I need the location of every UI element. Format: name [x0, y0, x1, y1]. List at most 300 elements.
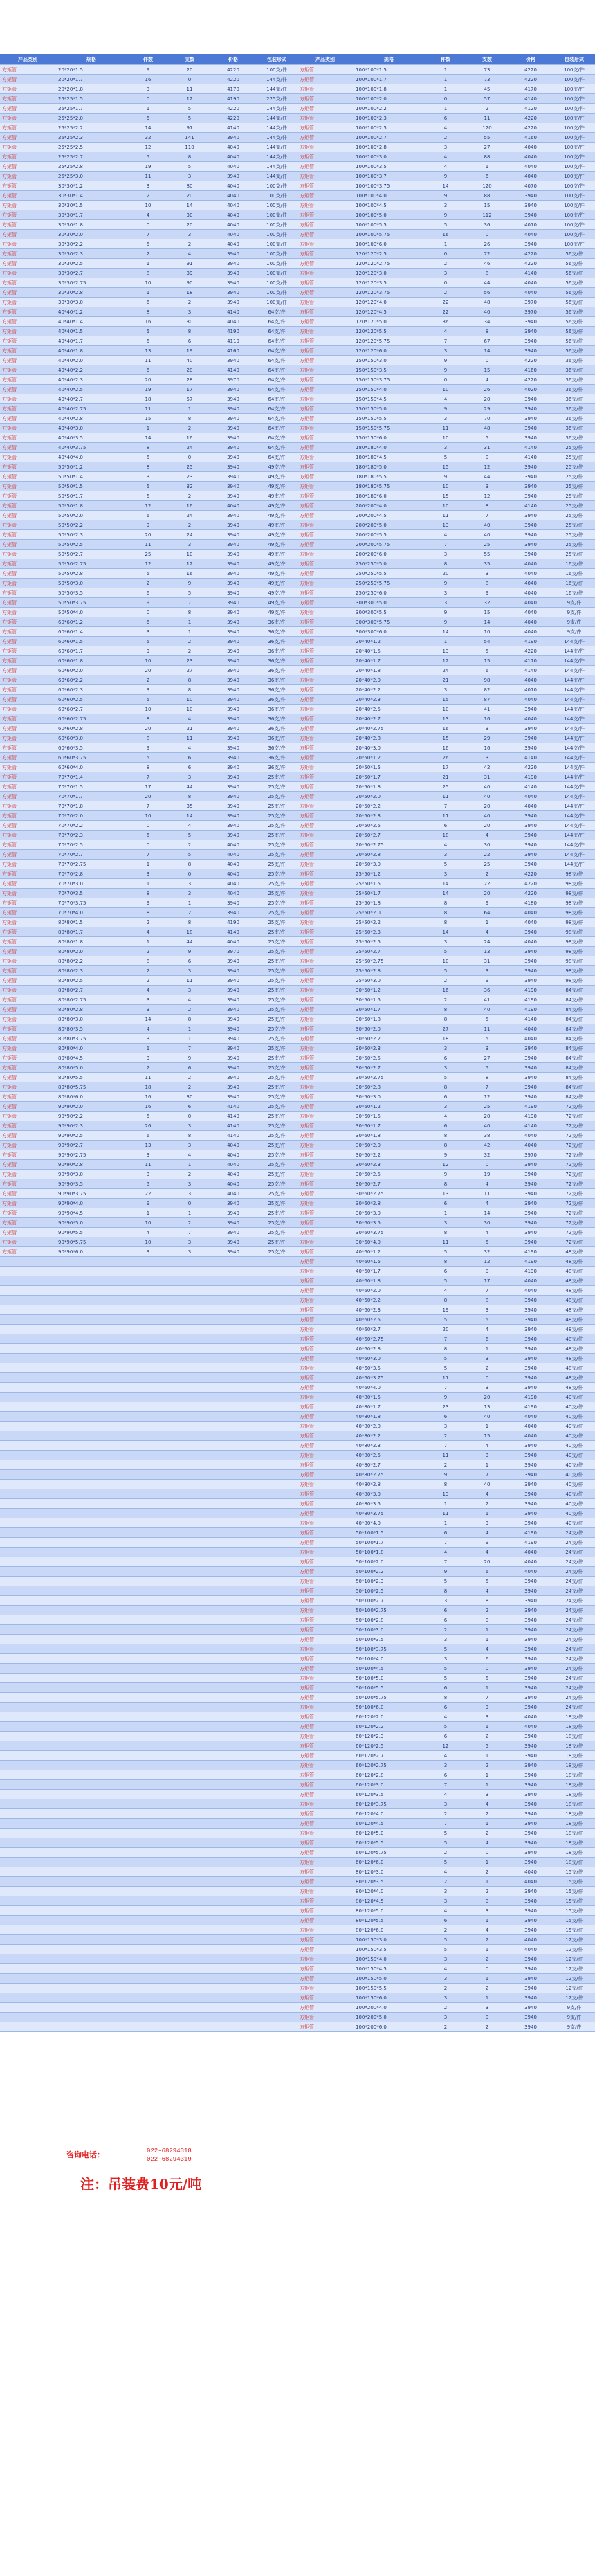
table-row: [0, 1518, 595, 1528]
row-right: [298, 210, 595, 219]
cell-category: 方矩管: [2, 164, 17, 170]
cell-count: 28: [186, 377, 193, 383]
row-left: [0, 1441, 298, 1450]
cell-count: 3: [485, 755, 489, 761]
cell-category: 方矩管: [2, 823, 17, 828]
cell-pieces: 4: [146, 212, 150, 218]
cell-pieces: 3: [443, 203, 448, 208]
cell-category: 方矩管: [300, 242, 314, 247]
cell-packing: [256, 1480, 298, 1489]
cell-price: 4040: [524, 154, 537, 160]
cell-category: 方矩管: [300, 1133, 314, 1139]
cell-spec: 30*30*1.8: [58, 222, 83, 228]
cell-category: 方矩管: [300, 1026, 314, 1032]
cell-price: 3940: [227, 358, 239, 363]
row-right: [298, 598, 595, 607]
cell-price: 3940: [524, 1588, 537, 1594]
cell-count: 40: [186, 358, 193, 363]
cell-packing: 144支/件: [564, 697, 585, 702]
cell-count: 4: [485, 1550, 489, 1555]
cell-category: 方矩管: [300, 290, 314, 296]
cell-packing: 24支/件: [565, 1559, 583, 1565]
row-left: [0, 201, 298, 210]
cell-spec: 25*50*1.8: [356, 900, 381, 906]
cell-count: 2: [187, 1172, 192, 1177]
row-left: [0, 1548, 298, 1557]
cell-pieces: 16: [442, 988, 449, 993]
table-row: [0, 1993, 595, 2003]
row-right: [298, 298, 595, 307]
cell-count: 2: [187, 523, 192, 528]
cell-category: [0, 1887, 55, 1896]
cell-category: 方矩管: [300, 1879, 314, 1885]
cell-packing: 24支/件: [565, 1695, 583, 1700]
cell-count: 26: [484, 387, 491, 392]
cell-price: 3940: [227, 1249, 239, 1255]
cell-price: 4040: [524, 145, 537, 150]
row-right: [298, 162, 595, 171]
row-right: [298, 1005, 595, 1014]
cell-category: 方矩管: [300, 125, 314, 131]
row-right: [298, 927, 595, 936]
cell-category: 方矩管: [2, 1114, 17, 1119]
cell-spec: [55, 1848, 127, 1857]
cell-category: 方矩管: [300, 842, 314, 848]
cell-pieces: [127, 1402, 169, 1411]
row-right: [298, 1218, 595, 1227]
cell-category: 方矩管: [300, 87, 314, 92]
cell-count: 10: [186, 707, 193, 712]
cell-pieces: 5: [443, 1666, 448, 1671]
table-row: [0, 1422, 595, 1431]
cell-pieces: 12: [442, 658, 449, 664]
cell-category: [0, 1790, 55, 1799]
row-right: [298, 1954, 595, 1963]
cell-spec: 30*30*2.7: [58, 271, 83, 276]
cell-price: 4140: [524, 1123, 537, 1129]
cell-count: 120: [482, 125, 492, 131]
cell-spec: [55, 1354, 127, 1363]
cell-price: 3940: [227, 765, 239, 770]
cell-price: 3940: [524, 212, 537, 218]
cell-spec: 20*50*2.5: [356, 823, 381, 828]
cell-price: [210, 1325, 256, 1334]
cell-pieces: 8: [443, 1346, 448, 1352]
cell-spec: 70*70*2.8: [58, 871, 83, 877]
cell-spec: [55, 1373, 127, 1382]
cell-spec: 40*60*3.75: [356, 1375, 384, 1381]
cell-category: 方矩管: [300, 1288, 314, 1294]
cell-price: 4040: [524, 1559, 537, 1565]
cell-packing: 25支/件: [268, 959, 286, 964]
cell-pieces: 0: [443, 280, 448, 286]
cell-count: [169, 1761, 210, 1770]
row-right: [298, 1557, 595, 1566]
cell-packing: 144支/件: [266, 174, 287, 179]
cell-pieces: 9: [443, 619, 448, 625]
table-row: [0, 1160, 595, 1170]
cell-count: 0: [485, 1666, 489, 1671]
cell-pieces: 2: [443, 135, 448, 140]
row-right: [298, 1034, 595, 1043]
cell-count: 5: [485, 1743, 489, 1749]
cell-price: 3940: [524, 823, 537, 828]
cell-count: 44: [484, 280, 491, 286]
cell-count: 0: [485, 1850, 489, 1856]
row-left: [0, 143, 298, 152]
cell-count: [169, 1993, 210, 2002]
cell-spec: 30*30*2.2: [58, 242, 83, 247]
cell-price: 4220: [524, 125, 537, 131]
cell-spec: [55, 1906, 127, 1915]
cell-count: 24: [484, 939, 491, 945]
cell-spec: 40*80*2.75: [356, 1472, 384, 1478]
cell-price: 4040: [524, 1414, 537, 1419]
cell-pieces: 7: [443, 1559, 448, 1565]
cell-count: 7: [485, 1288, 489, 1294]
cell-spec: 40*40*4.0: [58, 455, 83, 460]
cell-packing: 100支/件: [266, 251, 287, 257]
cell-count: 1: [485, 1753, 489, 1759]
cell-count: 32: [484, 1249, 491, 1255]
row-left: [0, 1422, 298, 1431]
table-row: [0, 1286, 595, 1296]
cell-pieces: 25: [145, 552, 152, 557]
cell-packing: 100支/件: [564, 193, 585, 199]
cell-spec: 30*30*1.5: [58, 203, 83, 208]
row-right: [298, 220, 595, 229]
cell-price: 4140: [227, 1123, 239, 1129]
cell-category: 方矩管: [2, 493, 17, 499]
table-row: [0, 850, 595, 860]
cell-count: 2: [485, 106, 489, 111]
row-right: [298, 705, 595, 714]
cell-packing: 36支/件: [268, 716, 286, 722]
cell-price: 3940: [524, 1676, 537, 1681]
cell-pieces: 32: [145, 135, 152, 140]
cell-spec: 20*50*1.7: [356, 774, 381, 780]
table-row: [0, 1315, 595, 1325]
cell-price: 3940: [227, 687, 239, 693]
cell-price: 3940: [227, 678, 239, 683]
row-right: [298, 1160, 595, 1169]
cell-pieces: 16: [145, 1104, 152, 1109]
table-row: [0, 259, 595, 269]
cell-spec: 30*60*2.3: [356, 1162, 381, 1168]
cell-count: 31: [484, 445, 491, 451]
cell-packing: 25支/件: [268, 1065, 286, 1071]
cell-count: 17: [484, 1278, 491, 1284]
cell-pieces: 10: [145, 1220, 152, 1226]
row-left: [0, 772, 298, 781]
cell-pieces: 9: [443, 1152, 448, 1158]
cell-category: 方矩管: [2, 949, 17, 954]
cell-price: 3940: [524, 1472, 537, 1478]
cell-price: 3940: [227, 736, 239, 741]
cell-category: 方矩管: [300, 600, 314, 606]
cell-price: 4070: [524, 222, 537, 228]
table-row: [0, 1354, 595, 1363]
table-row: [0, 782, 595, 792]
cell-count: 7: [485, 1085, 489, 1090]
cell-pieces: 10: [442, 435, 449, 441]
cell-packing: [256, 1596, 298, 1605]
row-left: [0, 210, 298, 219]
cell-pieces: 18: [145, 397, 152, 402]
row-right: [298, 491, 595, 500]
cell-price: [210, 1935, 256, 1944]
cell-spec: 50*50*1.7: [58, 493, 83, 499]
row-right: [298, 995, 595, 1004]
table-row: [0, 1237, 595, 1247]
cell-category: 方矩管: [2, 416, 17, 421]
cell-pieces: 3: [146, 1152, 150, 1158]
cell-category: 方矩管: [2, 242, 17, 247]
cell-price: 3940: [524, 1385, 537, 1390]
cell-price: 3940: [227, 251, 239, 257]
cell-pieces: 2: [443, 978, 448, 983]
cell-price: [210, 1712, 256, 1721]
row-right: [298, 1819, 595, 1828]
cell-price: 3940: [524, 193, 537, 199]
cell-pieces: 8: [443, 1007, 448, 1013]
cell-spec: 250*250*5.5: [356, 571, 387, 577]
cell-spec: 40*40*1.5: [58, 329, 83, 334]
table-row: [0, 210, 595, 220]
row-right: [298, 1577, 595, 1586]
cell-count: 0: [485, 1966, 489, 1972]
table-row: [0, 278, 595, 288]
cell-category: 方矩管: [2, 338, 17, 344]
row-right: [298, 1315, 595, 1324]
cell-spec: 150*150*4.0: [356, 387, 387, 392]
table-row: [0, 1015, 595, 1024]
cell-packing: 25支/件: [268, 1249, 286, 1255]
cell-pieces: 9: [146, 900, 150, 906]
cell-count: 2: [485, 1734, 489, 1739]
cell-count: 6: [485, 668, 489, 673]
cell-count: 4: [485, 1443, 489, 1449]
cell-price: [210, 1363, 256, 1372]
cell-price: 4140: [524, 668, 537, 673]
table-row: [0, 1470, 595, 1480]
cell-price: 3940: [524, 1181, 537, 1187]
cell-count: 4: [485, 1530, 489, 1536]
cell-packing: 9支/件: [567, 629, 582, 635]
cell-category: 方矩管: [300, 1443, 314, 1449]
row-left: [0, 1790, 298, 1799]
cell-price: 3940: [227, 658, 239, 664]
row-right: [298, 1567, 595, 1576]
cell-spec: [55, 1334, 127, 1343]
cell-price: 4040: [524, 174, 537, 179]
cell-packing: 144支/件: [266, 145, 287, 150]
row-right: [298, 1703, 595, 1712]
cell-spec: [55, 1858, 127, 1867]
cell-packing: 100支/件: [564, 222, 585, 228]
cell-spec: 100*100*5.75: [356, 232, 390, 237]
cell-packing: 100支/件: [564, 145, 585, 150]
row-left: [0, 375, 298, 384]
cell-spec: 80*80*4.5: [58, 1055, 83, 1061]
cell-count: [169, 1770, 210, 1779]
table-row: [0, 1625, 595, 1635]
cell-spec: 100*150*3.0: [356, 1937, 387, 1943]
cell-packing: 36支/件: [268, 648, 286, 654]
cell-category: 方矩管: [300, 1220, 314, 1226]
cell-category: 方矩管: [2, 309, 17, 315]
row-left: [0, 1954, 298, 1963]
cell-packing: 144支/件: [564, 852, 585, 858]
cell-category: [0, 1344, 55, 1353]
cell-price: 3940: [524, 513, 537, 518]
row-left: [0, 675, 298, 684]
cell-price: 3940: [524, 1966, 537, 1972]
row-left: [0, 743, 298, 752]
cell-count: 5: [485, 1676, 489, 1681]
cell-spec: 40*40*3.75: [58, 445, 86, 451]
cell-packing: 98支/件: [565, 881, 583, 887]
cell-spec: 50*50*2.3: [58, 532, 83, 538]
cell-packing: 144支/件: [266, 116, 287, 121]
cell-count: 3: [485, 968, 489, 974]
cell-category: 方矩管: [2, 648, 17, 654]
cell-price: 3940: [524, 1511, 537, 1516]
cell-price: 4190: [227, 96, 239, 102]
cell-packing: 84支/件: [565, 1036, 583, 1042]
cell-count: 64: [484, 910, 491, 916]
cell-spec: 80*80*1.8: [58, 939, 83, 945]
cell-pieces: 10: [442, 707, 449, 712]
cell-spec: 50*50*2.7: [58, 552, 83, 557]
cell-pieces: 3: [146, 1007, 150, 1013]
cell-price: [210, 1867, 256, 1876]
cell-packing: [256, 1567, 298, 1576]
table-row: [0, 1451, 595, 1460]
cell-price: [210, 2003, 256, 2012]
cell-spec: 40*80*2.3: [356, 1443, 381, 1449]
row-right: [298, 1422, 595, 1431]
cell-packing: 25支/件: [565, 484, 583, 489]
cell-category: 方矩管: [300, 1550, 314, 1555]
cell-category: 方矩管: [2, 862, 17, 867]
cell-pieces: [127, 1896, 169, 1905]
cell-price: 4040: [227, 232, 239, 237]
cell-count: 29: [484, 406, 491, 412]
cell-category: 方矩管: [300, 726, 314, 732]
cell-spec: 30*30*2.75: [58, 280, 86, 286]
cell-count: 82: [484, 687, 491, 693]
row-left: [0, 114, 298, 123]
cell-category: 方矩管: [2, 1162, 17, 1168]
row-right: [298, 230, 595, 239]
table-row: [0, 1073, 595, 1082]
cell-count: [169, 1363, 210, 1372]
row-right: [298, 1693, 595, 1702]
table-row: [0, 869, 595, 879]
cell-category: 方矩管: [300, 784, 314, 790]
row-left: [0, 550, 298, 559]
cell-packing: 25支/件: [268, 842, 286, 848]
cell-spec: 40*40*2.8: [58, 416, 83, 421]
cell-spec: [55, 1674, 127, 1682]
cell-category: 方矩管: [2, 503, 17, 509]
cell-price: 4040: [524, 290, 537, 296]
cell-packing: 84支/件: [565, 1055, 583, 1061]
cell-packing: 15支/件: [565, 1928, 583, 1933]
cell-pieces: 5: [443, 1724, 448, 1730]
cell-count: [169, 1596, 210, 1605]
cell-count: [169, 1296, 210, 1305]
cell-count: 6: [187, 755, 192, 761]
cell-count: 73: [484, 67, 491, 73]
row-right: [298, 1722, 595, 1731]
cell-packing: 144支/件: [564, 765, 585, 770]
cell-pieces: 8: [443, 920, 448, 925]
cell-category: [0, 1538, 55, 1547]
cell-price: 4040: [227, 503, 239, 509]
cell-pieces: 3: [443, 1656, 448, 1662]
cell-spec: 40*60*2.5: [356, 1317, 381, 1323]
cell-spec: 100*100*2.0: [356, 96, 387, 102]
table-row: [0, 307, 595, 317]
cell-category: 方矩管: [300, 2005, 314, 2011]
cell-count: [169, 1557, 210, 1566]
row-left: [0, 298, 298, 307]
cell-packing: 36支/件: [268, 736, 286, 741]
row-right: [298, 1082, 595, 1091]
cell-price: 4140: [524, 784, 537, 790]
cell-spec: [55, 1625, 127, 1634]
cell-count: 1: [485, 1976, 489, 1981]
cell-price: [210, 1644, 256, 1653]
cell-count: 20: [484, 1559, 491, 1565]
table-row: [0, 404, 595, 414]
cell-count: [169, 1644, 210, 1653]
cell-count: 2: [187, 1007, 192, 1013]
row-left: [0, 1577, 298, 1586]
cell-count: 40: [484, 813, 491, 819]
cell-pieces: 16: [145, 77, 152, 82]
cell-pieces: 3: [443, 1598, 448, 1604]
cell-count: 8: [187, 1133, 192, 1139]
cell-category: 方矩管: [2, 794, 17, 799]
cell-packing: [256, 1896, 298, 1905]
cell-packing: 18支/件: [565, 1811, 583, 1817]
cell-spec: 30*50*2.5: [356, 1055, 381, 1061]
row-left: [0, 1509, 298, 1518]
cell-packing: 144支/件: [266, 87, 287, 92]
cell-price: 3940: [227, 1036, 239, 1042]
row-left: [0, 1586, 298, 1595]
cell-price: [210, 1267, 256, 1276]
cell-category: 方矩管: [300, 1598, 314, 1604]
cell-count: 40: [484, 1007, 491, 1013]
cell-category: 方矩管: [300, 1230, 314, 1235]
cell-category: 方矩管: [300, 67, 314, 73]
cell-pieces: 4: [146, 1026, 150, 1032]
cell-pieces: 2: [146, 920, 150, 925]
cell-price: [210, 1790, 256, 1799]
header-packing: 包装形式: [565, 57, 584, 62]
cell-packing: 25支/件: [268, 1191, 286, 1197]
cell-spec: 60*120*6.0: [356, 1860, 384, 1865]
cell-packing: 24支/件: [565, 1598, 583, 1604]
cell-packing: [256, 1906, 298, 1915]
cell-pieces: 14: [442, 929, 449, 935]
cell-packing: 25支/件: [268, 774, 286, 780]
cell-category: 方矩管: [300, 1152, 314, 1158]
